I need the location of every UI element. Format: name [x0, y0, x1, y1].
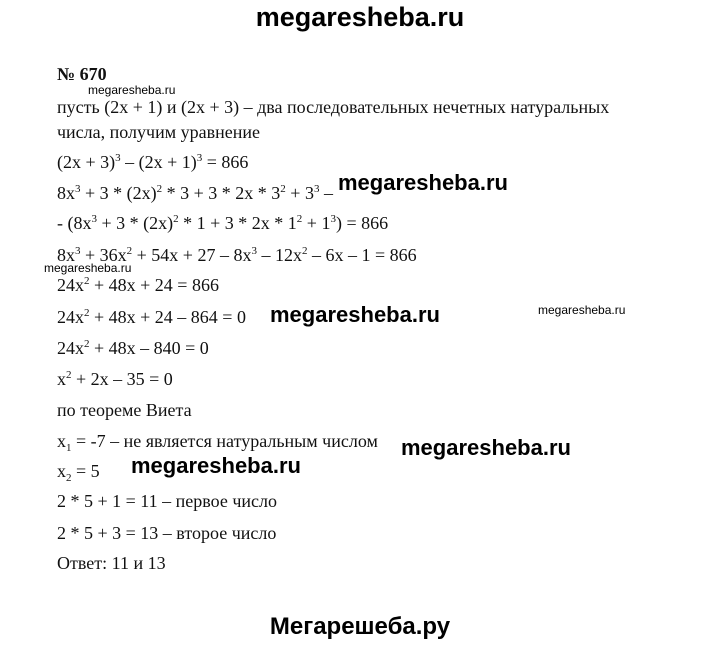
- site-footer: Мегарешеба.ру: [269, 613, 451, 640]
- equation-line: [57, 152, 248, 173]
- text-segment: * 1 + 3 * 2x * 1: [178, 213, 297, 233]
- quadratic-line-1: [57, 275, 219, 296]
- quadratic-line-4: [57, 369, 173, 390]
- watermark-small: megaresheba.ru: [44, 261, 132, 275]
- intro-line-1: пусть (2x + 1) и (2x + 3) – два последовательных нечетных натуральных: [57, 97, 610, 117]
- text-segment: 24x: [57, 307, 84, 327]
- site-header: megaresheba.ru: [255, 2, 465, 32]
- exponent: 2: [173, 213, 179, 225]
- root-x1-line: [57, 431, 378, 452]
- first-number-line: 2 * 5 + 1 = 11 – первое число: [57, 491, 277, 511]
- subscript: 2: [66, 472, 72, 484]
- text-segment: * 3 + 3 * 2x * 3: [162, 183, 281, 203]
- text-segment: = 866: [202, 152, 249, 172]
- watermark-large: megaresheba.ru: [338, 170, 508, 195]
- exponent: 3: [91, 213, 97, 225]
- text-segment: + 3 * (2x): [80, 183, 157, 203]
- text-segment: x: [57, 431, 66, 451]
- exponent: 2: [84, 275, 90, 287]
- exponent: 2: [84, 338, 90, 350]
- watermark-small: megaresheba.ru: [538, 303, 626, 317]
- exponent: 2: [66, 369, 72, 381]
- answer-line: Ответ: 11 и 13: [57, 553, 166, 573]
- exponent: 3: [196, 152, 203, 164]
- text-segment: + 2x – 35 = 0: [71, 369, 173, 389]
- exponent: 3: [251, 245, 257, 257]
- exponent: 3: [313, 183, 320, 195]
- exponent: 2: [296, 213, 303, 225]
- text-segment: 24x: [57, 275, 84, 295]
- text-segment: + 54x + 27 – 8x: [132, 245, 252, 265]
- subscript: 1: [66, 442, 72, 454]
- exponent: 2: [126, 245, 133, 257]
- text-segment: – (2x + 1): [120, 152, 197, 172]
- exponent: 3: [330, 213, 336, 225]
- expansion-line-2: [57, 213, 388, 234]
- vieta-line: по теореме Виета: [57, 400, 192, 420]
- watermark-large: megaresheba.ru: [131, 453, 301, 478]
- problem-number: № 670: [57, 64, 107, 84]
- text-segment: x: [57, 369, 66, 389]
- quadratic-line-3: [57, 338, 209, 359]
- text-segment: 8x: [57, 183, 75, 203]
- text-segment: 8x: [57, 245, 75, 265]
- text-segment: = -7 – не является натуральным числом: [71, 431, 378, 451]
- watermark-large: megaresheba.ru: [270, 302, 440, 327]
- text-segment: + 3: [285, 183, 314, 203]
- text-segment: – 6x – 1 = 866: [307, 245, 417, 265]
- text-segment: + 48x – 840 = 0: [89, 338, 209, 358]
- text-segment: + 36x: [80, 245, 127, 265]
- exponent: 3: [75, 245, 81, 257]
- text-segment: –: [319, 183, 333, 203]
- intro-line-2: числа, получим уравнение: [57, 122, 260, 142]
- watermark-small: megaresheba.ru: [88, 83, 176, 97]
- expansion-line-1: [57, 183, 333, 204]
- text-segment: - (8x: [57, 213, 92, 233]
- text-segment: x: [57, 461, 66, 481]
- exponent: 2: [156, 183, 163, 195]
- second-number-line: 2 * 5 + 3 = 13 – второе число: [57, 523, 277, 543]
- text-segment: + 48x + 24 – 864 = 0: [89, 307, 246, 327]
- text-segment: 24x: [57, 338, 84, 358]
- quadratic-line-2: [57, 307, 246, 328]
- text-segment: + 3 * (2x): [97, 213, 174, 233]
- exponent: 2: [280, 183, 286, 195]
- text-segment: (2x + 3): [57, 152, 116, 172]
- exponent: 2: [84, 307, 90, 319]
- exponent: 3: [75, 183, 81, 195]
- text-segment: ) = 866: [335, 213, 389, 233]
- exponent: 2: [301, 245, 308, 257]
- watermark-large: megaresheba.ru: [401, 435, 571, 460]
- text-segment: = 5: [71, 461, 100, 481]
- text-segment: + 48x + 24 = 866: [89, 275, 219, 295]
- text-segment: – 12x: [256, 245, 302, 265]
- root-x2-line: [57, 461, 100, 482]
- exponent: 3: [115, 152, 121, 164]
- text-segment: + 1: [302, 213, 331, 233]
